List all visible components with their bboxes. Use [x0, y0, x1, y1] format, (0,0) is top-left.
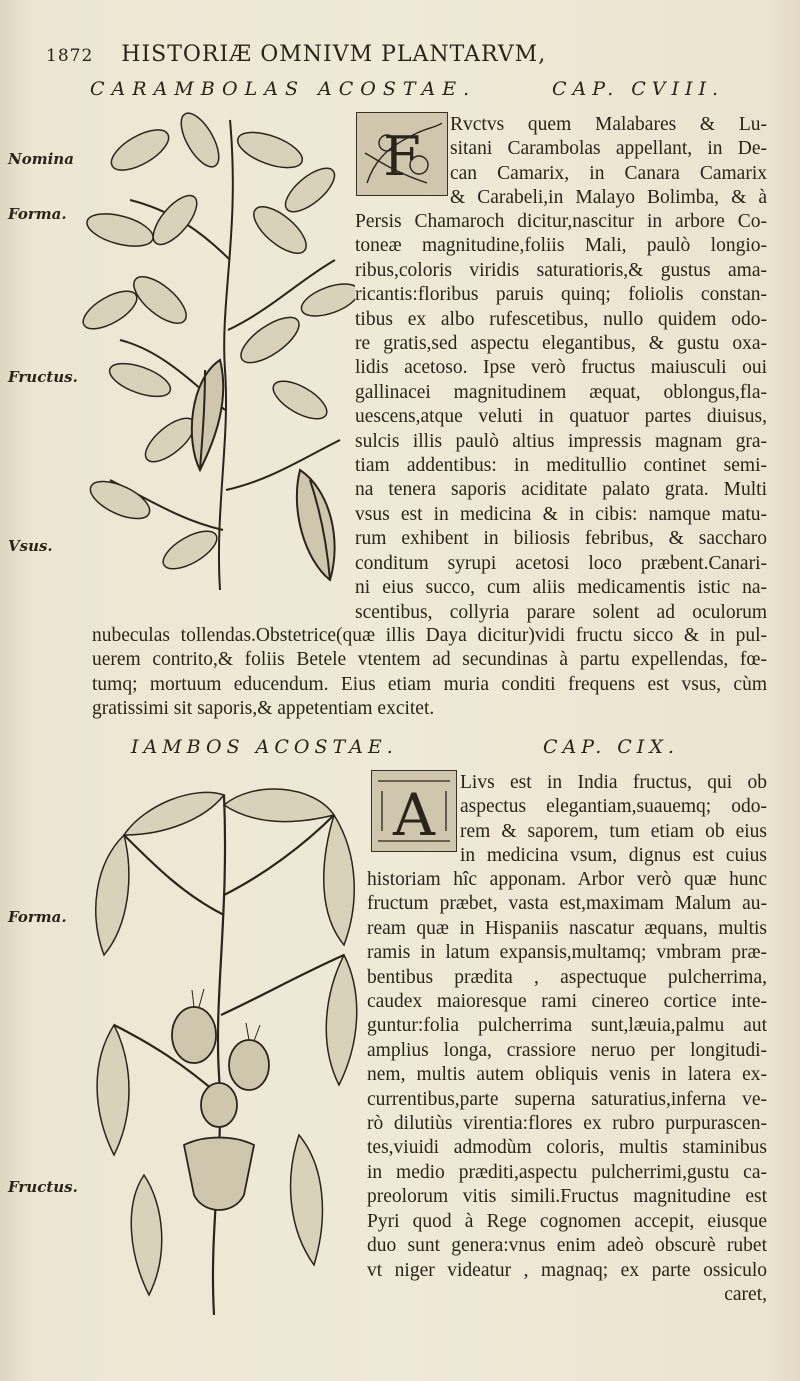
chapter-title: CARAMBOLAS ACOSTAE. — [90, 78, 477, 100]
chapter2-title: IAMBOS ACOSTAE. — [131, 736, 398, 758]
chapter-label: CAP. CVIII. — [552, 78, 725, 100]
margin-note-fructus: Fructus. — [8, 368, 78, 386]
chapter2-body-rest: historiam hîc apponam. Arbor verò quæ hunc fructum præbet, vasta est,maximam Malum au- ream quæ in Hispaniis nascatur æquans, multis ramis in latum expansis,multamq; vmbram præ- bentibus prædita , aspectuque pulcherrima, caudex maioresque rami cinereo cortice inte- guntur:folia pulcherrima sunt,læuia,palmu aut amplius longa, crassiore neruo per longitudi- nem, multis autem obliquis venis in latera ex- currentibus,parte superna saturatius,inferna ve- rò dilutiùs virentia:flores ex rubro purpurascen- tes,viuidi admodùm coloris, multis staminibus in medio præditi,aspectu pulcherrimi,gustu ca- preolorum vitis simili.Fructus magnitudine est Pyri quod à Rege cognomen accepit, eiusque duo sunt genera:vnus enim adeò obscurè rubet vt niger videatur , magnaq; ex parte ossiculo caret, — [367, 869, 767, 1305]
carambola-plant-illustration — [80, 110, 355, 600]
decorated-initial — [356, 112, 448, 196]
margin-note-nomina: Nomina — [8, 150, 74, 168]
dropcap-letter-2: A — [393, 781, 435, 849]
page-number: 1872 — [46, 46, 94, 66]
chapter2-body-top: Livs est in India fructus, qui ob aspectus elegantiam,suauemq; odo- rem & saporem, tum etiam ob eius in medicina vsum, dignus est cuius — [460, 772, 767, 867]
margin-note-fructus-2: Fructus. — [8, 1178, 78, 1196]
chapter1-body-bottom: nubeculas tollendas.Obstetrice(quæ illis Daya dicitur)vidi fructu sicco & in pul- uerem contrito,& foliis Betele vtentem ad secundinas à partu expellendas, fœ- tumq; mortuum educendum. Eius etiam muria conditi frequens est vsus, cùm gratissimi sit saporis,& appetentiam excitet. — [92, 625, 767, 720]
dropcap-letter: F — [383, 125, 421, 188]
chapter2-label: CAP. CIX. — [543, 736, 679, 758]
running-title: HISTORIÆ OMNIVM PLANTARVM, — [121, 42, 547, 67]
margin-note-forma: Forma. — [8, 205, 67, 223]
running-header — [46, 42, 766, 67]
chapter1-body-top: Rvctvs quem Malabares & Lu- sitani Carambolas appellant, in De- can Camarix, in Canara Camarix & Carabeli,in Malayo Bolimba, & à — [450, 114, 767, 209]
margin-note-forma-2: Forma. — [8, 908, 67, 926]
margin-note-vsus: Vsus. — [8, 537, 53, 555]
jambos-plant-illustration — [84, 775, 364, 1320]
decorated-initial-2 — [371, 770, 457, 852]
chapter1-body-mid: Persis Chamaroch dicitur,nascitur in arbore Co- toneæ magnitudine,foliis Mali, paulò longio- ribus,coloris viridis saturatioris,& gustus ama- ricantis:floribus paruis quinq; foliolis constan- tibus ex albo rufescetibus, nullo quidem odo- re gratis,sed aspectu elegantibus, & gustu oxa- lidis acetoso. Ipse verò fructus maiusculi oui gallinacei magnitudinem æquat, oblongus,fla- uescens,atque veluti in quatuor partes diuisus, sulcis illis paulò altius impressis magnam gra- tiam addentibus: in meditullio continet semi- na tenera saporis aciditate palato grata. Multi vsus est in medicina & in cibis: namque matu- rum exhibent in biliosis febribus, & saccharo conditum syrupi acetosi loco præbent.Canari- ni eius succo, cum aliis medicamentis istic na- scentibus, collyria parare solent ad oculorum — [355, 211, 767, 623]
